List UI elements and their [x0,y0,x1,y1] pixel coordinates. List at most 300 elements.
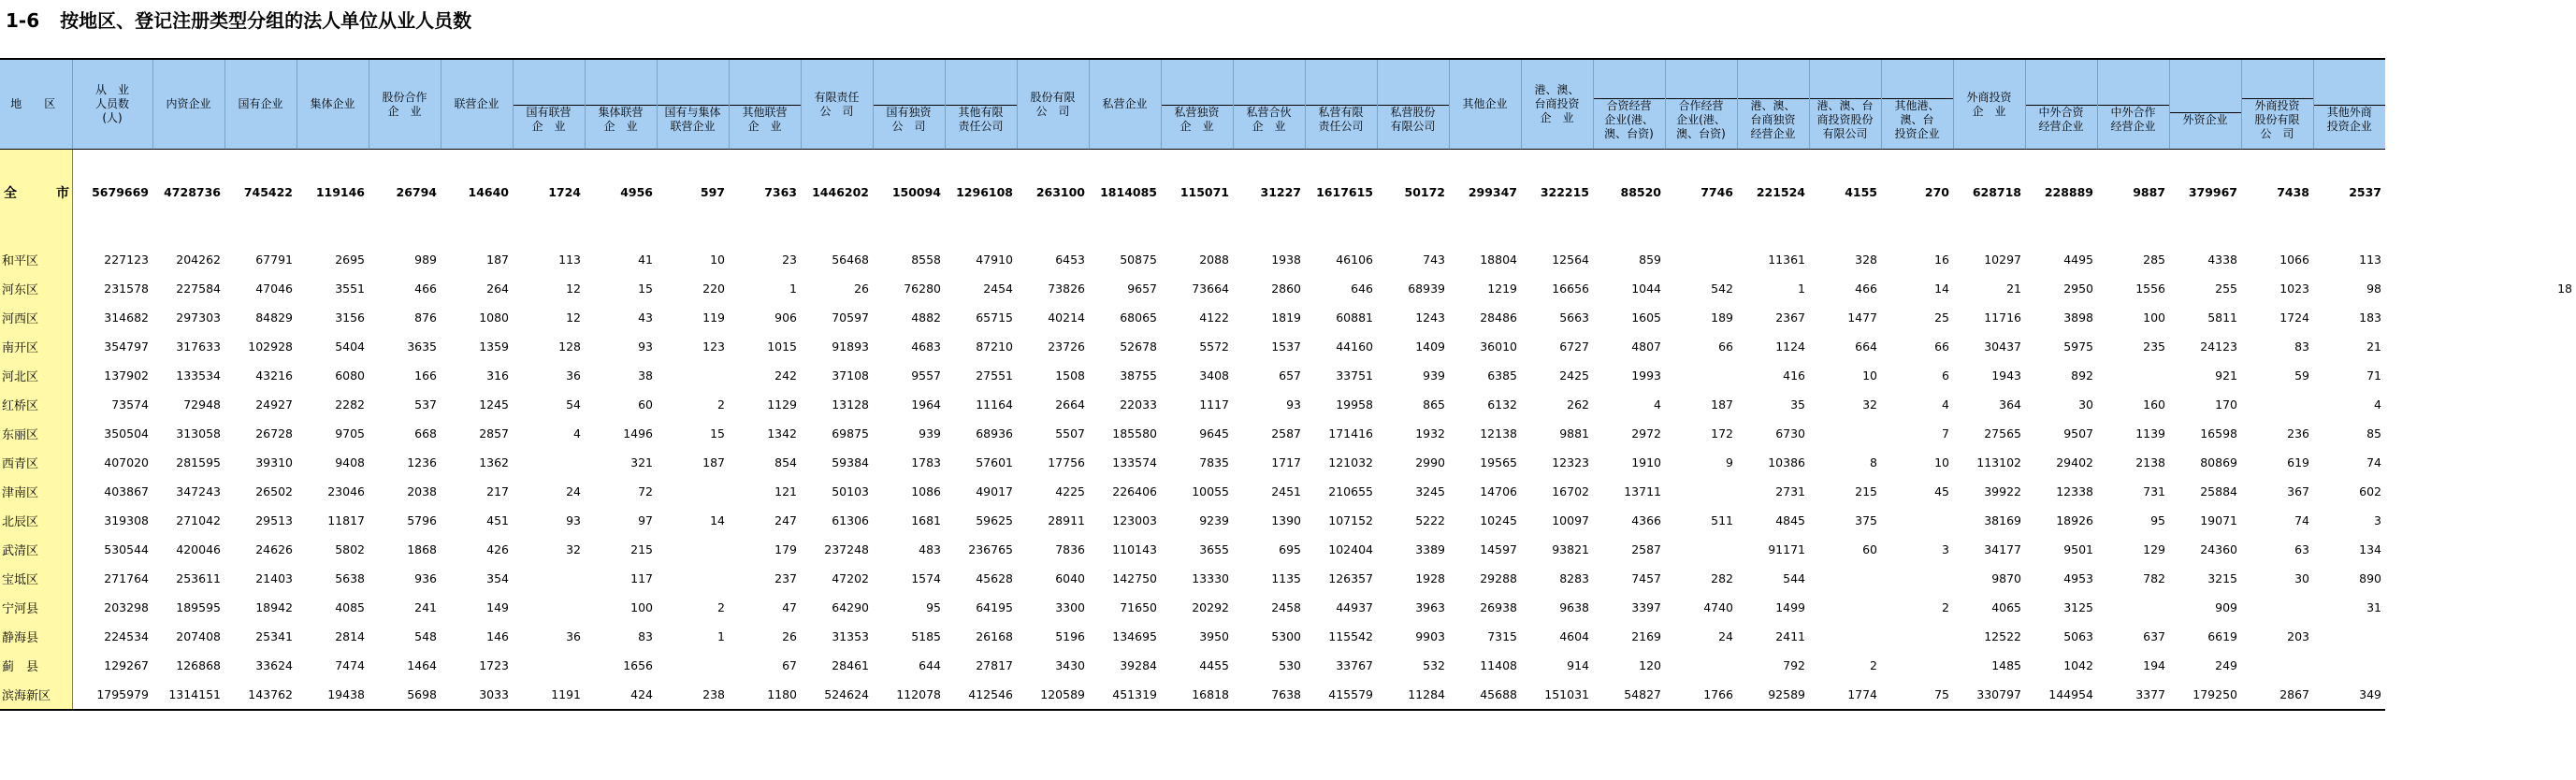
cell-value: 60 [1862,542,1877,556]
cell-value: 35 [1790,397,1805,412]
column-header [72,59,152,150]
cell-value: 18942 [255,600,293,614]
cell-value: 262 [1567,397,1589,412]
cell-value: 23046 [327,484,365,498]
column-header [1305,59,1377,150]
cell-value: 38169 [1984,513,2021,527]
cell-value: 241 [414,600,437,614]
column-header-line: 投资企业 [1894,126,1940,140]
cell-value: 23 [782,253,797,267]
cell-value: 37108 [832,368,869,383]
cell-value: 1042 [2063,658,2093,672]
cell-value: 50172 [1404,185,1445,199]
column-header-line: 台商独资 [1750,112,1796,126]
table-row [0,506,2576,535]
cell-value: 220 [702,282,725,296]
statistics-table [0,58,2572,755]
cell-value: 1236 [407,455,437,469]
cell-value: 119 [702,311,725,325]
cell-value: 1362 [479,455,509,469]
spacer-cell [1881,235,1953,245]
cell-value: 207408 [176,629,221,643]
cell-value: 32 [1862,397,1877,412]
column-header-line: 外商投资 [1966,90,2012,104]
column-header [945,59,1017,150]
cell-value: 9903 [1415,629,1445,643]
cell-value: 859 [1639,253,1661,267]
cell-value: 1723 [479,658,509,672]
cell-value: 2 [1942,600,1949,614]
cell-value: 1717 [1271,455,1301,469]
cell-value: 524624 [801,680,873,710]
spacer-cell [1233,235,1305,245]
cell-value: 12 [566,311,581,325]
cell-value: 451319 [1089,680,1161,710]
cell-value: 115542 [1328,629,1373,643]
cell-value: 107152 [1328,513,1373,527]
spacer-cell [1161,235,1233,245]
cell-value: 5698 [369,680,441,710]
cell-value: 4728736 [164,185,221,199]
cell-value: 1774 [1809,680,1881,710]
region-name: 北辰区 [0,506,72,535]
column-header-line: 集体企业 [310,97,355,110]
cell-value: 113102 [1976,455,2021,469]
cell-value: 137902 [104,368,149,383]
cell-value: 657 [1279,368,1301,383]
cell-value [657,535,729,564]
column-header-line: 港、澳、 [1534,83,1580,96]
cell-value: 16 [1934,253,1949,267]
cell-value: 9645 [1199,426,1229,441]
cell-value: 113 [2359,253,2381,267]
spacer-cell [1377,235,1449,245]
cell-value: 6080 [335,368,365,383]
column-header-line: 内资企业 [166,97,211,110]
cell-value: 33767 [1336,658,1373,672]
cell-value: 27551 [976,368,1013,383]
cell-value: 102928 [248,339,293,354]
cell-value: 4495 [2063,253,2093,267]
cell-value: 3635 [407,339,437,354]
cell-value: 117 [630,571,653,585]
column-header-line: 企 业 [531,120,566,133]
table-row [0,419,2576,448]
cell-value: 2972 [1631,426,1661,441]
column-header [801,59,873,150]
column-header-line: 外商投资 [2254,98,2300,112]
cell-value: 74 [2366,455,2381,469]
table-row [0,564,2576,593]
cell-value: 217 [486,484,509,498]
cell-value: 16818 [1161,680,1233,710]
cell-value: 483 [919,542,941,556]
cell-value: 12 [566,282,581,296]
region-name: 河东区 [0,274,72,303]
cell-value: 743 [1423,253,1445,267]
column-header-line: 其他港、 [1894,98,1940,112]
column-header-line: 联营企业 [670,120,716,133]
cell-value: 115071 [1179,185,1229,199]
cell-value: 1766 [1665,680,1737,710]
cell-value: 1080 [479,311,509,325]
cell-value: 113 [558,253,581,267]
cell-value [1809,564,1881,593]
cell-value: 3655 [1199,542,1229,556]
cell-value: 9557 [911,368,941,383]
cell-value: 1928 [1415,571,1445,585]
cell-value: 235 [2143,339,2165,354]
cell-value: 80869 [2200,455,2237,469]
cell-value: 203298 [104,600,149,614]
cell-value: 451 [486,513,509,527]
cell-value: 4683 [911,339,941,354]
column-header [1665,59,1737,150]
cell-value: 9507 [2063,426,2093,441]
cell-value: 179 [774,542,797,556]
cell-value: 7315 [1487,629,1517,643]
cell-value: 2814 [335,629,365,643]
spacer-cell [1737,235,1809,245]
cell-value: 84829 [255,311,293,325]
column-header [513,59,585,150]
cell-value [1665,245,1737,274]
cell-value: 2 [717,397,725,412]
cell-value: 782 [2143,571,2165,585]
column-header-line: 国有企业 [238,97,283,110]
column-header-line: 公 司 [1035,104,1070,118]
column-header [224,59,297,150]
cell-value: 5196 [1055,629,1085,643]
cell-value: 1681 [911,513,941,527]
cell-value: 10 [710,253,725,267]
cell-value: 263100 [1035,185,1085,199]
column-header-line: 国有联营 [526,106,572,119]
cell-value: 2282 [335,397,365,412]
cell-value: 3156 [335,311,365,325]
cell-value: 26 [782,629,797,643]
cell-value: 56468 [832,253,869,267]
column-header [2313,59,2385,150]
table-row [0,303,2576,332]
cell-value: 100 [2143,311,2165,325]
cell-value: 97 [638,513,653,527]
table-row [0,622,2576,651]
cell-value: 4882 [911,311,941,325]
cell-value: 12522 [1984,629,2021,643]
cell-value: 59384 [832,455,869,469]
cell-value: 27565 [1984,426,2021,441]
cell-value: 1 [789,282,797,296]
cell-value: 10097 [1552,513,1589,527]
column-header-line: 企业(港、 [1604,112,1654,126]
cell-value: 906 [774,311,797,325]
cell-value: 4807 [1631,339,1661,354]
cell-value: 236 [2287,426,2309,441]
cell-value: 68936 [976,426,1013,441]
cell-value: 6 [1942,368,1949,383]
cell-value: 95 [926,600,941,614]
cell-value: 5572 [1199,339,1229,354]
cell-value: 354797 [104,339,149,354]
cell-value: 7836 [1055,542,1085,556]
cell-value: 83 [638,629,653,643]
cell-value: 9705 [335,426,365,441]
cell-value: 92589 [1737,680,1809,710]
column-header [1449,59,1521,150]
cell-value: 69875 [832,426,869,441]
column-header-line: 其他有限 [958,106,1004,119]
cell-value: 45 [1934,484,1949,498]
table-row [0,361,2576,390]
cell-value: 49017 [976,484,1013,498]
cell-value: 3963 [1415,600,1445,614]
column-header-line: 投资企业 [2326,120,2372,133]
cell-value: 20292 [1192,600,1229,614]
cell-value: 10297 [1984,253,2021,267]
cell-value: 511 [1711,513,1733,527]
cell-value: 4225 [1055,484,1085,498]
cell-value: 91171 [1768,542,1805,556]
cell-value: 47 [782,600,797,614]
cell-value: 26502 [255,484,293,498]
cell-value: 215 [1855,484,1877,498]
cell-value: 253611 [176,571,221,585]
cell-value: 3215 [2207,571,2237,585]
cell-value: 466 [1855,282,1877,296]
cell-value: 890 [2359,571,2381,585]
spacer-cell [152,235,224,245]
cell-value: 544 [1783,571,1805,585]
cell-value: 110143 [1112,542,1157,556]
cell-value: 1556 [2135,282,2165,296]
cell-value: 14640 [468,185,509,199]
cell-value: 314682 [104,311,149,325]
cell-value: 646 [1351,282,1373,296]
cell-value: 2587 [1271,426,1301,441]
cell-value: 93 [638,339,653,354]
column-header-line: 企 业 [1179,120,1214,133]
cell-value [657,564,729,593]
table-title [6,6,471,33]
cell-value: 4604 [1559,629,1589,643]
cell-value: 11284 [1377,680,1449,710]
cell-value: 187 [1711,397,1733,412]
column-header [2025,59,2097,150]
region-name: 武清区 [0,535,72,564]
cell-value: 59625 [976,513,1013,527]
cell-value: 1135 [1271,571,1301,585]
region-name: 静海县 [0,622,72,651]
cell-value: 4953 [2063,571,2093,585]
cell-value: 29402 [2056,455,2093,469]
column-header-line: 企 业 [1540,111,1574,124]
cell-value: 6453 [1055,253,1085,267]
cell-value: 26938 [1480,600,1517,614]
spacer-cell [2025,235,2097,245]
cell-value: 7457 [1631,571,1661,585]
cell-value: 1964 [911,397,941,412]
cell-value: 21 [2006,282,2021,296]
column-header-line: 其他联营 [742,106,788,119]
column-header-line: 从 业 [94,83,129,96]
cell-value: 9501 [2063,542,2093,556]
cell-value: 354 [486,571,509,585]
spacer-cell [72,235,152,245]
cell-value: 100 [630,600,653,614]
cell-value: 1485 [1991,658,2021,672]
cell-value: 43216 [255,368,293,383]
cell-value: 46106 [1336,253,1373,267]
cell-value: 149 [486,600,509,614]
cell-value: 47202 [832,571,869,585]
cell-value: 126357 [1328,571,1373,585]
cell-value: 2 [1870,658,1877,672]
cell-value: 25884 [2200,484,2237,498]
region-name: 河北区 [0,361,72,390]
spacer-cell [873,235,945,245]
cell-value: 91893 [832,339,869,354]
cell-value: 2169 [1631,629,1661,643]
cell-value: 142750 [1112,571,1157,585]
cell-value: 2867 [2241,680,2313,710]
cell-value: 909 [2215,600,2237,614]
column-header-line: 其他外商 [2326,106,2372,119]
cell-value: 227123 [104,253,149,267]
cell-value: 1409 [1415,339,1445,354]
column-header [369,59,441,150]
cell-value: 1 [717,629,725,643]
cell-value: 4338 [2207,253,2237,267]
cell-value: 123003 [1112,513,1157,527]
cell-value [1809,593,1881,622]
cell-value: 63 [2294,542,2309,556]
cell-value: 4 [1654,397,1661,412]
cell-value: 6727 [1559,339,1589,354]
spacer-cell [657,235,729,245]
cell-value: 1245 [479,397,509,412]
cell-value: 24927 [255,397,293,412]
column-header-line: 企 业 [1972,104,2006,118]
cell-value: 71 [2366,368,2381,383]
cell-value: 10055 [1192,484,1229,498]
cell-value: 75 [1881,680,1953,710]
cell-value: 5185 [911,629,941,643]
cell-value: 12338 [2056,484,2093,498]
cell-value: 29513 [255,513,293,527]
column-header-line: 澳、台 [1900,112,1934,126]
cell-value: 133534 [176,368,221,383]
cell-value: 215 [630,542,653,556]
column-header-line: 商投资股份 [1816,112,1874,126]
cell-value: 1219 [1487,282,1517,296]
spacer-cell [224,235,297,245]
column-header-line: 责任公司 [1318,120,1364,133]
cell-value: 3125 [2063,600,2093,614]
table-row [0,390,2576,419]
cell-value: 2695 [335,253,365,267]
table-row [0,593,2576,622]
cell-value: 76280 [904,282,941,296]
cell-value [513,593,585,622]
cell-value: 2454 [983,282,1013,296]
cell-value: 1477 [1847,311,1877,325]
column-header-line: 澳、台资) [1604,126,1654,140]
cell-value: 31 [2366,600,2381,614]
column-header-line: 私营独资 [1174,106,1220,119]
cell-value: 25 [1934,311,1949,325]
cell-value: 412546 [945,680,1017,710]
cell-value: 2664 [1055,397,1085,412]
cell-value: 1814085 [1100,185,1157,199]
cell-value: 9408 [335,455,365,469]
cell-value: 299347 [1468,185,1517,199]
cell-value: 537 [414,397,437,412]
column-header-line: 其他企业 [1462,97,1508,110]
cell-value: 5300 [1271,629,1301,643]
cell-value: 189 [1711,311,1733,325]
cell-value: 6040 [1055,571,1085,585]
cell-value: 936 [414,571,437,585]
cell-value: 4366 [1631,513,1661,527]
cell-value: 2860 [1271,282,1301,296]
cell-value: 83 [2294,339,2309,354]
cell-value: 60 [638,397,653,412]
cell-value: 3377 [2097,680,2169,710]
cell-value: 532 [1423,658,1445,672]
column-header [1161,59,1233,150]
cell-value: 3033 [441,680,513,710]
cell-value: 5222 [1415,513,1445,527]
cell-value: 33751 [1336,368,1373,383]
cell-value: 271042 [176,513,221,527]
cell-value: 3898 [2063,311,2093,325]
cell-value: 39922 [1984,484,2021,498]
cell-value: 68939 [1408,282,1445,296]
cell-value: 407020 [104,455,149,469]
cell-value: 5638 [335,571,365,585]
column-header [297,59,369,150]
cell-value: 9 [1726,455,1733,469]
cell-value: 9887 [2133,185,2165,199]
cell-value: 424 [585,680,657,710]
table-body [0,150,2576,711]
cell-value: 146 [486,629,509,643]
table-row [0,274,2576,303]
cell-value: 644 [919,658,941,672]
row-spacer [0,235,2576,245]
column-header-line: 经营企业 [2110,120,2156,133]
column-header-line: 私营有限 [1318,106,1364,119]
cell-value: 1342 [767,426,797,441]
cell-value: 172 [1711,426,1733,441]
cell-value: 2990 [1415,455,1445,469]
cell-value: 6730 [1775,426,1805,441]
spacer-cell [2313,235,2385,245]
cell-value: 2411 [1775,629,1805,643]
cell-value: 61306 [832,513,869,527]
cell-value: 939 [919,426,941,441]
cell-value: 126868 [176,658,221,672]
cell-value: 227584 [176,282,221,296]
cell-value: 1724 [548,185,581,199]
cell-value [2241,390,2313,419]
column-header-line: 企业(港、 [1676,112,1726,126]
cell-value [1665,651,1737,680]
cell-value: 1023 [2279,282,2309,296]
cell-value [2241,651,2313,680]
region-name: 蓟 县 [0,651,72,680]
